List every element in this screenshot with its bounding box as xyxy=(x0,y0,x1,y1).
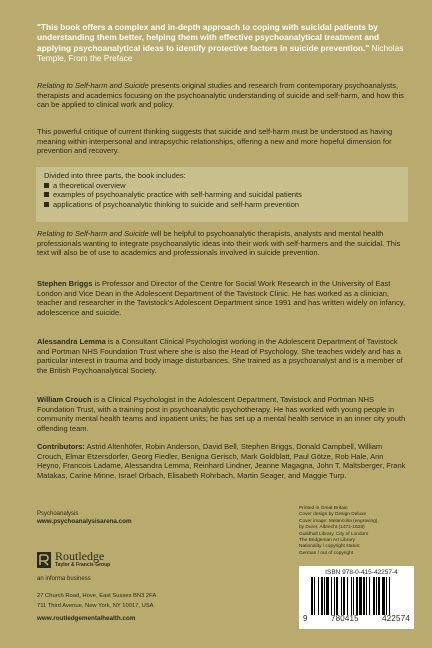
publisher-name: Routledge xyxy=(55,549,105,563)
publisher-group: Taylor & Francis Group xyxy=(55,562,111,568)
author-bio xyxy=(37,337,409,375)
credit-line: by Durer, Albrecht (1471-1528) xyxy=(299,525,365,531)
publisher-website-link[interactable]: www.routledgementalhealth.com xyxy=(37,615,136,622)
audience-text: will be helpful to psychoanalytic therapists, analysts and mental health professionals wanting to integrate psychoanalytic ideas into their work with self-harmers and the suicidal. This text will also be of use to academics and professionals involved in suicide prevention. xyxy=(37,229,401,258)
author-bio-text: is a Consultant Clinical Psychologist working in the Adolescent Department of Tavistock and Portman NHS Foundation Trust where she is also the Head of Psychology. She teaches widely and has a particular interest in trauma and body image disturbances. She trained as a psychoanalyst and is a member of the British Psychoanalytical Society. xyxy=(37,337,403,375)
critique-paragraph: This powerful critique of current thinking suggests that suicide and self-harm must be understood as having meaning within interpersonal and intrapsychic relationships, offering a new and more hopeful dimension for prevention and recovery. xyxy=(37,127,393,156)
credit-line: Guildhall Library, City of London/ xyxy=(299,531,369,537)
bullet-square-icon xyxy=(44,202,49,207)
barcode-digits xyxy=(303,614,410,623)
address-line: 27 Church Road, Hove, East Sussex BN3 2FA xyxy=(37,593,157,599)
contributors-label: Contributors: xyxy=(37,442,85,451)
isbn-label: ISBN 978-0-415-42257-4 xyxy=(325,569,398,576)
barcode-digits-left: 780415 xyxy=(330,614,359,623)
credit-line: Cover image: Melancolia (engraving) xyxy=(299,518,378,524)
author-name: Stephen Briggs xyxy=(37,279,93,288)
credit-line: German / out of copyright xyxy=(299,550,354,556)
parts-item xyxy=(44,200,400,210)
barcode-panel xyxy=(299,566,414,629)
author-bio-text: is Professor and Director of the Centre for Social Work Research in the University of East London and Vice Dean in the Adolescent Department of the Tavistock Clinic. He has worked as a clinician, teacher and researcher in the Tavistock's Adolescent Department since 1991 and has written widely on infancy, adolescence and suicide. xyxy=(37,279,406,317)
parts-item xyxy=(44,190,400,200)
bullet-square-icon xyxy=(44,183,49,188)
series-info xyxy=(37,510,132,526)
author-name: Alessandra Lemma xyxy=(37,337,106,346)
cover-credits xyxy=(299,506,414,557)
quote-attribution: Nicholas Temple, From the Preface xyxy=(37,42,404,63)
parts-box xyxy=(36,167,408,222)
author-name: William Crouch xyxy=(37,395,92,404)
quote-text: "This book offers a complex and in-depth approach to coping with suicidal patients by understanding them better, helping them with effective psychoanalytical treatment and applying psychoanalytical ideas to identify protective factors in suicide prevention." xyxy=(37,22,380,53)
audience-paragraph xyxy=(37,229,409,258)
intro-text: presents original studies and research from contemporary psychoanalysts, therapists and academics focusing on the psychoanalytic understanding of suicide and self-harm, and how this can be applied to clinical work and policy. xyxy=(37,81,404,110)
parts-item-text: a theoretical overview xyxy=(53,180,126,190)
publisher-logo xyxy=(37,550,110,569)
credit-line: The Bridgeman Art Library xyxy=(299,538,355,544)
parts-item-text: applications of psychoanalytic thinking to suicide and self-harm prevention xyxy=(53,199,299,209)
author-bio xyxy=(37,395,409,433)
intro-paragraph xyxy=(37,81,409,110)
routledge-logo-icon xyxy=(37,552,51,568)
series-website-link[interactable]: www.psychoanalysisarena.com xyxy=(37,518,132,525)
barcode-icon xyxy=(303,577,410,615)
barcode-digits-right: 422574 xyxy=(382,614,410,623)
audience-title: Relating to Self-harm and Suicide xyxy=(37,229,149,238)
informa-tagline: an informa business xyxy=(37,576,91,582)
review-quote xyxy=(37,22,407,63)
author-bio xyxy=(37,279,409,317)
publisher-address xyxy=(37,592,156,612)
credit-line: Cover design by Design Deluxe xyxy=(299,512,367,518)
category-label: Psychoanalysis xyxy=(37,511,79,517)
barcode-digit-first: 9 xyxy=(303,614,308,623)
author-bio-text: is a Clinical Psychologist in the Adolescent Department, Tavistock and Portman NHS Foundation Trust, with a training post in psychoanalytic psychotherapy. He has worked with young people in community mental health teams and inpatient units; he has set up a mental health service in an inner city youth offending team. xyxy=(37,395,406,433)
address-line: 711 Third Avenue, New York, NY 10017, USA xyxy=(37,602,154,609)
credit-line: Nationality / copyright status: xyxy=(299,544,361,550)
parts-item-text: examples of psychoanalytic practice with self-harming and suicidal patients xyxy=(53,190,302,200)
intro-title: Relating to Self-harm and Suicide xyxy=(37,81,149,90)
parts-item xyxy=(44,181,400,191)
parts-intro: Divided into three parts, the book includes: xyxy=(44,171,186,180)
contributors-names: Astrid Altenhöfer, Robin Anderson, David Bell, Stephen Briggs, Donald Campbell, William Crouch, Elmar Etzersdorfer, Georg Fiedler, Benigna Gerisch, Mark Goldblatt, Paul Götze, Rob Hale, Ann Heyno, Francois Ladame, Alessandra Lemma, Reinhard Lindner, Jeanne Magagna, John T. Maltsberger, Frank Matakas, Carine Minne, Israel Orbach, Elisabeth Rohrbach, Martin Seager, and Maggie Turp. xyxy=(37,442,406,480)
credit-line: Printed in Great Britain xyxy=(299,506,348,511)
bullet-square-icon xyxy=(44,192,49,197)
contributors xyxy=(37,442,409,480)
